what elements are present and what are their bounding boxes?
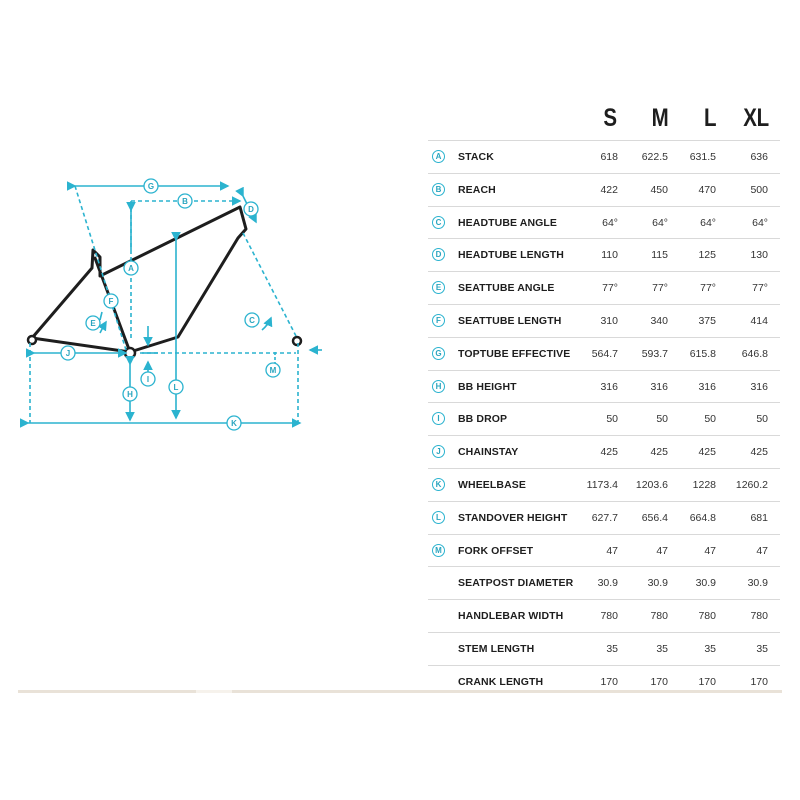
dim-label-c <box>245 313 259 327</box>
geometry-value-xl: 47 <box>756 544 768 557</box>
geometry-value-l: 77° <box>700 282 716 295</box>
geometry-value-m: 30.9 <box>647 577 668 590</box>
geometry-value-s: 47 <box>606 544 618 557</box>
geometry-value-s: 627.7 <box>591 511 618 524</box>
geometry-label: HEADTUBE ANGLE <box>458 216 558 229</box>
dimension-key-badge: L <box>432 511 445 524</box>
geometry-label: CHAINSTAY <box>458 446 519 459</box>
geometry-value-s: 564.7 <box>591 347 618 360</box>
geometry-value-m: 316 <box>650 380 668 393</box>
geometry-value-l: 1228 <box>692 478 716 491</box>
geometry-row <box>428 238 780 271</box>
dimension-key-badge: D <box>432 248 445 261</box>
geometry-value-xl: 64° <box>752 216 768 229</box>
bike-frame <box>32 207 246 352</box>
geometry-value-l: 170 <box>698 675 716 688</box>
geometry-label: FORK OFFSET <box>458 544 534 557</box>
geometry-value-s: 422 <box>600 183 618 196</box>
geometry-value-xl: 170 <box>750 675 768 688</box>
geometry-row <box>428 435 780 468</box>
geometry-value-l: 50 <box>704 413 716 426</box>
geometry-label: BB DROP <box>458 413 508 426</box>
geometry-label: CRANK LENGTH <box>458 675 544 688</box>
geometry-value-xl: 1260.2 <box>735 478 768 491</box>
dim-label-k <box>227 416 241 430</box>
svg-text:L: L <box>173 383 179 392</box>
geometry-value-xl: 414 <box>750 314 768 327</box>
dimension-key-badge: F <box>432 314 445 327</box>
dim-label-b <box>178 194 192 208</box>
geometry-value-s: 35 <box>606 642 618 655</box>
geometry-value-m: 425 <box>650 446 668 459</box>
geometry-value-xl: 425 <box>750 446 768 459</box>
geometry-value-s: 170 <box>600 675 618 688</box>
rear-axle <box>28 336 36 344</box>
size-m: M <box>651 104 669 132</box>
dimension-key-badge: G <box>432 347 445 360</box>
geometry-value-m: 593.7 <box>641 347 668 360</box>
geometry-value-m: 115 <box>651 249 668 262</box>
geometry-value-xl: 130 <box>750 249 768 262</box>
size-l: L <box>703 104 717 132</box>
svg-text:J: J <box>65 349 71 358</box>
svg-text:K: K <box>231 419 237 428</box>
geometry-value-s: 618 <box>600 151 618 163</box>
geometry-row <box>428 304 780 337</box>
geometry-label: STANDOVER HEIGHT <box>458 511 568 524</box>
geometry-value-m: 35 <box>656 642 668 655</box>
geometry-value-m: 656.4 <box>641 511 668 524</box>
front-axle <box>293 337 301 345</box>
geometry-value-m: 340 <box>650 314 668 327</box>
dim-label-m <box>266 363 280 377</box>
geometry-row <box>428 501 780 534</box>
geometry-value-l: 35 <box>704 642 716 655</box>
svg-text:G: G <box>147 182 155 191</box>
geometry-row <box>428 599 780 632</box>
dim-label-d <box>244 202 258 216</box>
size-header <box>0 104 800 138</box>
dim-label-a <box>124 261 138 275</box>
geometry-label: HEADTUBE LENGTH <box>458 249 564 262</box>
geometry-label: STEM LENGTH <box>458 642 535 655</box>
svg-text:B: B <box>182 197 188 206</box>
geometry-label: HANDLEBAR WIDTH <box>458 610 564 623</box>
geometry-value-xl: 35 <box>756 642 768 655</box>
geometry-value-xl: 780 <box>750 610 768 623</box>
geometry-table <box>428 140 780 698</box>
geometry-row <box>428 468 780 501</box>
geometry-label: SEATPOST DIAMETER <box>458 577 574 590</box>
geometry-value-l: 615.8 <box>689 347 716 360</box>
geometry-value-s: 310 <box>600 314 618 327</box>
geometry-value-l: 30.9 <box>695 577 716 590</box>
dimension-key-badge: C <box>432 216 445 229</box>
geometry-row <box>428 140 780 173</box>
svg-text:A: A <box>128 264 134 273</box>
geometry-label: TOPTUBE EFFECTIVE <box>458 347 571 360</box>
geometry-value-m: 622.5 <box>641 151 668 163</box>
geometry-value-s: 780 <box>600 610 618 623</box>
svg-text:F: F <box>108 297 114 306</box>
geometry-value-m: 64° <box>652 216 668 229</box>
geometry-value-l: 470 <box>698 183 716 196</box>
geometry-row <box>428 337 780 370</box>
geometry-row <box>428 534 780 567</box>
dimension-key-badge: E <box>432 281 445 294</box>
size-xl: XL <box>743 104 769 132</box>
geometry-value-l: 47 <box>704 544 716 557</box>
geometry-value-xl: 77° <box>752 282 768 295</box>
geometry-value-m: 1203.6 <box>635 478 668 491</box>
geometry-row <box>428 173 780 206</box>
geometry-value-m: 780 <box>650 610 668 623</box>
footer-divider-gap <box>196 690 232 693</box>
geometry-value-xl: 636 <box>750 151 768 163</box>
dim-label-l <box>169 380 183 394</box>
geometry-value-xl: 646.8 <box>741 347 768 360</box>
geometry-value-s: 30.9 <box>597 577 618 590</box>
dimension-key-badge: B <box>432 183 445 196</box>
geometry-label: SEATTUBE ANGLE <box>458 282 555 295</box>
geometry-value-m: 47 <box>656 544 668 557</box>
geometry-value-l: 375 <box>698 314 716 327</box>
svg-text:H: H <box>127 390 133 399</box>
dimension-key-badge: J <box>432 445 445 458</box>
geometry-value-xl: 681 <box>750 511 768 524</box>
geometry-value-l: 316 <box>698 380 716 393</box>
geometry-value-xl: 50 <box>756 413 768 426</box>
geometry-value-s: 110 <box>601 249 618 262</box>
dim-label-h <box>123 387 137 401</box>
geometry-value-m: 50 <box>656 413 668 426</box>
footer-divider <box>18 690 782 693</box>
geometry-row <box>428 632 780 665</box>
geometry-row <box>428 566 780 599</box>
geometry-value-l: 425 <box>698 446 716 459</box>
dim-label-j <box>61 346 75 360</box>
svg-text:I: I <box>146 375 150 384</box>
dim-label-g <box>144 179 158 193</box>
geometry-label: SEATTUBE LENGTH <box>458 314 562 327</box>
dimension-key-badge: I <box>432 412 445 425</box>
geometry-value-s: 77° <box>602 282 618 295</box>
size-s: S <box>603 104 617 132</box>
geometry-value-s: 316 <box>600 380 618 393</box>
geometry-value-s: 1173.4 <box>586 478 618 491</box>
geometry-row <box>428 402 780 435</box>
dimension-key-badge: A <box>432 150 445 163</box>
geometry-label: BB HEIGHT <box>458 380 517 393</box>
geometry-row <box>428 206 780 239</box>
dimension-key-badge: H <box>432 380 445 393</box>
geometry-row <box>428 271 780 304</box>
dim-label-e <box>86 316 100 330</box>
geometry-value-s: 64° <box>602 216 618 229</box>
svg-text:C: C <box>249 316 255 325</box>
frame-geometry-diagram <box>0 0 420 460</box>
svg-text:M: M <box>269 366 277 375</box>
geometry-row <box>428 370 780 403</box>
geometry-value-xl: 30.9 <box>747 577 768 590</box>
geometry-value-m: 450 <box>650 183 668 196</box>
svg-text:E: E <box>90 319 96 328</box>
geometry-value-l: 64° <box>700 216 716 229</box>
geometry-value-m: 170 <box>650 675 668 688</box>
svg-text:D: D <box>248 205 254 214</box>
geometry-label: REACH <box>458 183 496 196</box>
dimension-key-badge: M <box>432 544 445 557</box>
geometry-value-l: 664.8 <box>689 511 716 524</box>
geometry-value-xl: 500 <box>750 183 768 196</box>
geometry-label: STACK <box>458 151 494 163</box>
geometry-value-s: 425 <box>600 446 618 459</box>
geometry-value-l: 125 <box>698 249 716 262</box>
geometry-value-l: 780 <box>698 610 716 623</box>
geometry-value-l: 631.5 <box>689 151 716 163</box>
geometry-value-s: 50 <box>606 413 618 426</box>
geometry-value-xl: 316 <box>750 380 768 393</box>
dim-label-f <box>104 294 118 308</box>
geometry-label: WHEELBASE <box>458 478 526 491</box>
dimension-key-badge: K <box>432 478 445 491</box>
dim-label-i <box>141 372 155 386</box>
geometry-value-m: 77° <box>652 282 668 295</box>
